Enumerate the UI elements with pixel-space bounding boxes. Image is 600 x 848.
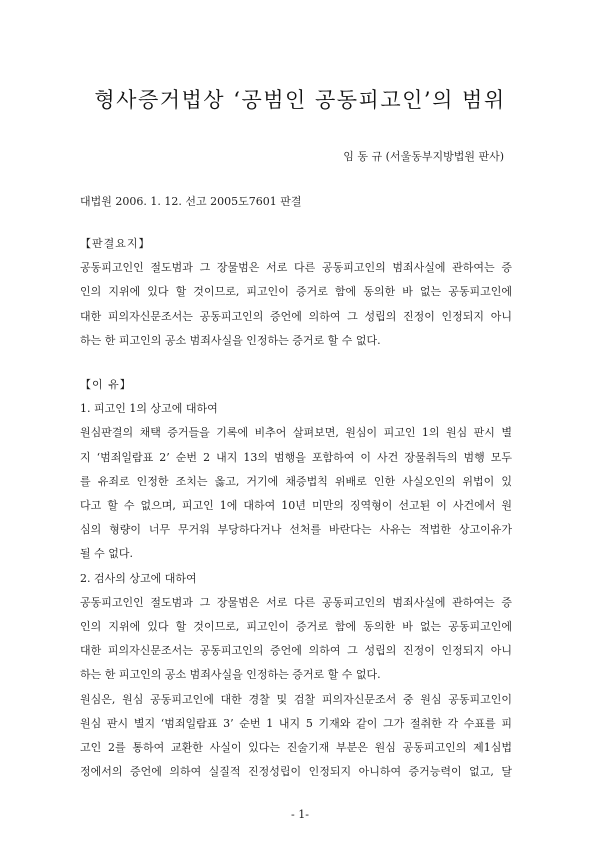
summary-line: 인의 지위에 있다 할 것이므로, 피고인이 증거로 함에 동의한 바 없는 공동피고인에 xyxy=(80,285,512,299)
reason-2b-line: 원심 판시 별지 ‘범죄일람표 3’ 순번 1 내지 5 기재와 같이 그가 절취한 각 수표를 피 xyxy=(80,716,512,730)
reason-1-line: 될 수 없다. xyxy=(80,547,133,561)
reason-1-paragraph xyxy=(80,421,512,566)
summary-paragraph xyxy=(80,256,512,353)
summary-section xyxy=(80,232,512,353)
reason-1-line: 심의 형량이 너무 무거워 부당하다거나 선처를 바란다는 사유는 적법한 상고이유가 xyxy=(80,523,512,537)
reason-2a-line: 하는 한 피고인의 공소 범죄사실을 인정하는 증거로 할 수 없다. xyxy=(80,668,381,682)
reason-2-paragraph-b xyxy=(80,688,512,785)
page-number: - 1- xyxy=(291,808,309,821)
reason-2a-line: 대한 피의자신문조서는 공동피고인의 증언에 의하여 그 성립의 진정이 인정되지 아니 xyxy=(80,644,512,658)
reason-2b-line: 원심은, 원심 공동피고인에 대한 경찰 및 검찰 피의자신문조서 중 원심 공동피고인이 xyxy=(80,692,512,706)
reason-2a-line: 인의 지위에 있다 할 것이므로, 피고인이 증거로 함에 동의한 바 없는 공동피고인에 xyxy=(80,620,512,634)
reason-1-line: 를 유죄로 인정한 조치는 옳고, 거기에 채증법칙 위배로 인한 사실오인의 위법이 있 xyxy=(80,474,512,488)
reason-2b-line: 고인 2를 통하여 교환한 사실이 있다는 진술기재 부분은 원심 공동피고인의 제1심법 xyxy=(80,741,512,755)
reason-1-line: 원심판결의 채택 증거들을 기록에 비추어 살펴보면, 원심이 피고인 1의 원심 판시 별 xyxy=(80,426,512,440)
reason-2-heading: 2. 검사의 상고에 대하여 xyxy=(80,571,197,585)
reason-2-paragraph-a xyxy=(80,591,512,688)
reason-2b-line: 정에서의 증언에 의하여 실질적 진정성립이 인정되지 아니하여 증거능력이 없고, 달 xyxy=(80,765,512,779)
author-line: 임 동 규 (서울동부지방법원 판사) xyxy=(343,150,504,163)
reasons-heading: 【이 유】 xyxy=(80,378,132,391)
reason-1-line: 지 ‘범죄일람표 2’ 순번 2 내지 13의 범행을 포함하여 이 사건 장물취득의 범행 모두 xyxy=(80,450,512,464)
summary-line: 하는 한 피고인의 공소 범죄사실을 인정하는 증거로 할 수 없다. xyxy=(80,333,381,347)
case-reference: 대법원 2006. 1. 12. 선고 2005도7601 판결 xyxy=(80,195,302,208)
reason-2a-line: 공동피고인인 절도범과 그 장물범은 서로 다른 공동피고인의 범죄사실에 관하여는 증 xyxy=(80,595,512,609)
summary-line: 대한 피의자신문조서는 공동피고인의 증언에 의하여 그 성립의 진정이 인정되지 아니 xyxy=(80,309,512,323)
reasons-section xyxy=(80,373,512,784)
document-title: 형사증거법상 ‘공범인 공동피고인’의 범위 xyxy=(94,88,506,112)
reason-1-heading: 1. 피고인 1의 상고에 대하여 xyxy=(80,402,218,416)
reason-1-line: 다고 할 수 없으며, 피고인 1에 대하여 10년 미만의 징역형이 선고된 이 사건에서 원 xyxy=(80,499,512,513)
summary-line: 공동피고인인 절도범과 그 장물범은 서로 다른 공동피고인의 범죄사실에 관하여는 증 xyxy=(80,261,512,275)
summary-heading: 【판결요지】 xyxy=(80,237,151,250)
